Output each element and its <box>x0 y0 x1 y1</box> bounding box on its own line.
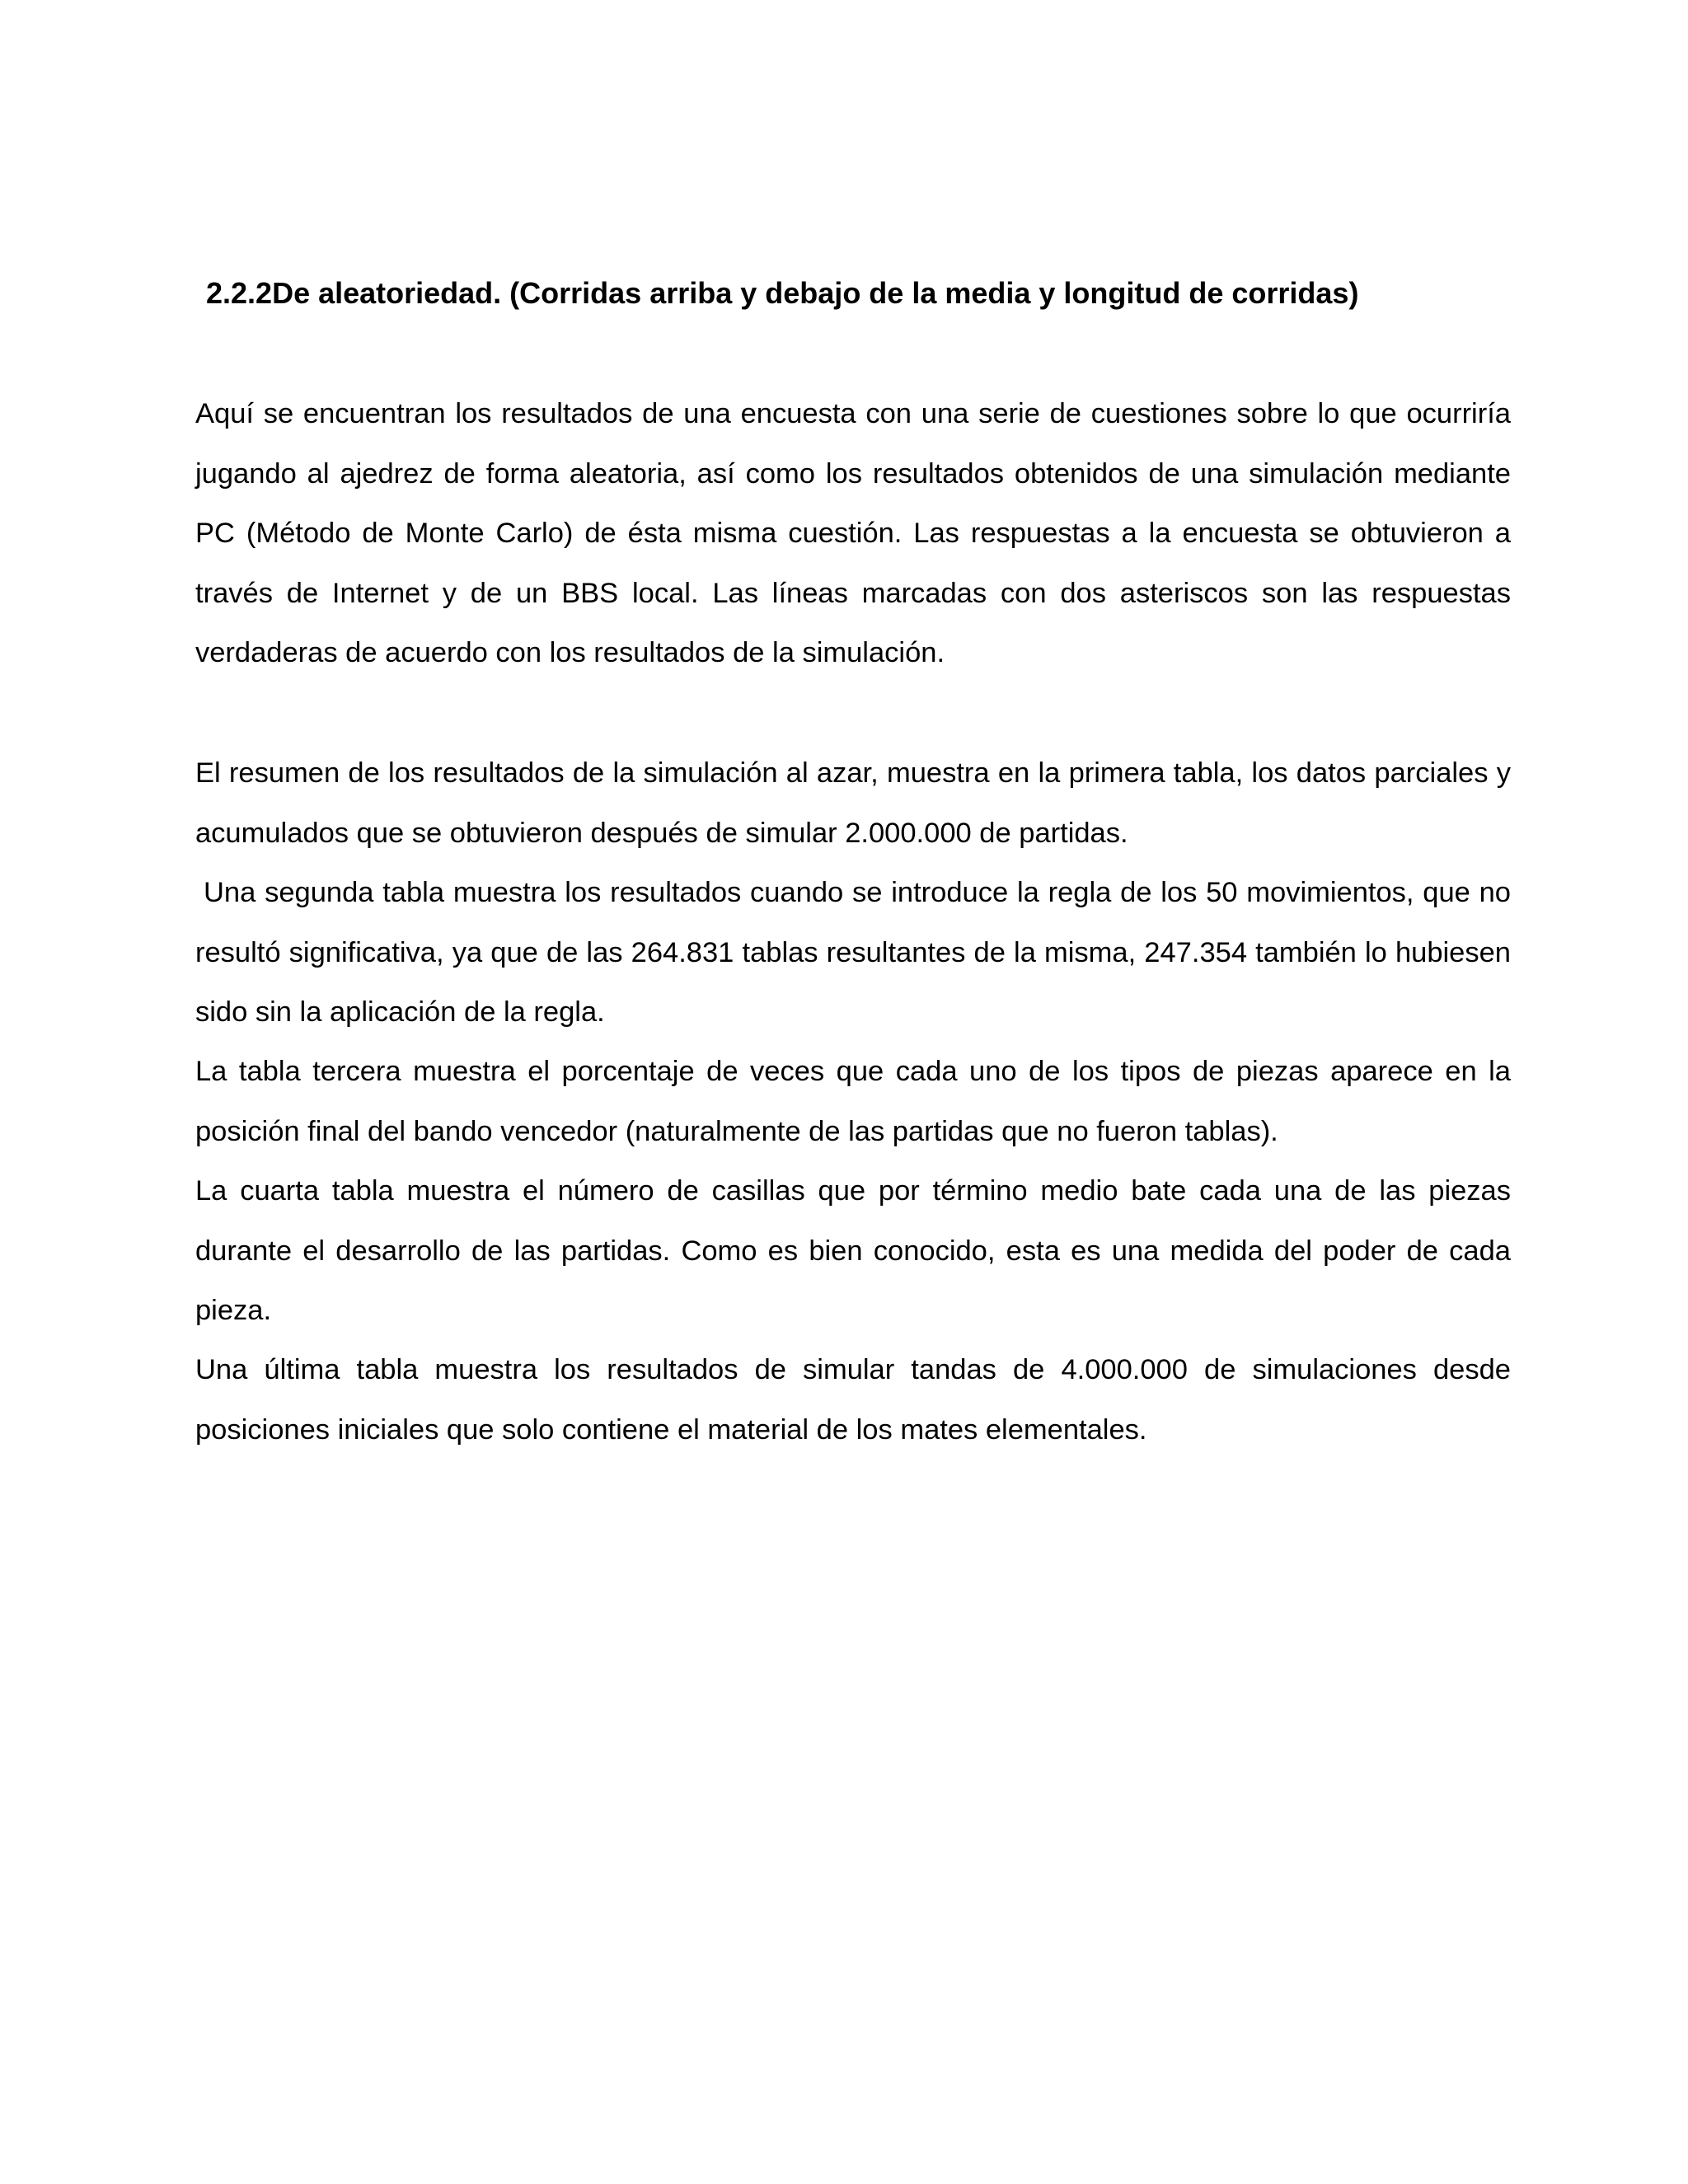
paragraph-first-table: El resumen de los resultados de la simulación al azar, muestra en la primera tabla, los datos parciales y acumulados que se obtuvieron después de simular 2.000.000 de partidas. <box>195 757 1511 849</box>
paragraph-survey-intro: Aquí se encuentran los resultados de una encuesta con una serie de cuestiones sobre lo que ocurriría jugando al ajedrez de forma aleatoria, así como los resultados obtenidos de una simulación mediante PC (Método de Monte Carlo) de ésta misma cuestión. Las respuestas a la encuesta se obtuvieron a través de Internet y de un BBS local. Las líneas marcadas con dos asteriscos son las respuestas verdaderas de acuerdo con los resultados de la simulación. <box>195 398 1511 668</box>
paragraph-second-table: Una segunda tabla muestra los resultados cuando se introduce la regla de los 50 movimientos, que no resultó significativa, ya que de las 264.831 tablas resultantes de la misma, 247.354 también lo hubiesen sido sin la aplicación de la regla. <box>195 877 1511 1028</box>
paragraph-last-table: Una última tabla muestra los resultados de simular tandas de 4.000.000 de simulaciones desde posiciones iniciales que solo contiene el material de los mates elementales. <box>195 1354 1511 1446</box>
paragraph-third-table: La tabla tercera muestra el porcentaje de veces que cada uno de los tipos de piezas aparece en la posición final del bando vencedor (naturalmente de las partidas que no fueron tablas). <box>195 1056 1511 1147</box>
section-heading: 2.2.2De aleatoriedad. (Corridas arriba y debajo de la media y longitud de corridas) <box>206 276 1359 310</box>
paragraph-fourth-table: La cuarta tabla muestra el número de casillas que por término medio bate cada una de las piezas durante el desarrollo de las partidas. Como es bien conocido, esta es una medida del poder de cada pieza. <box>195 1175 1511 1326</box>
